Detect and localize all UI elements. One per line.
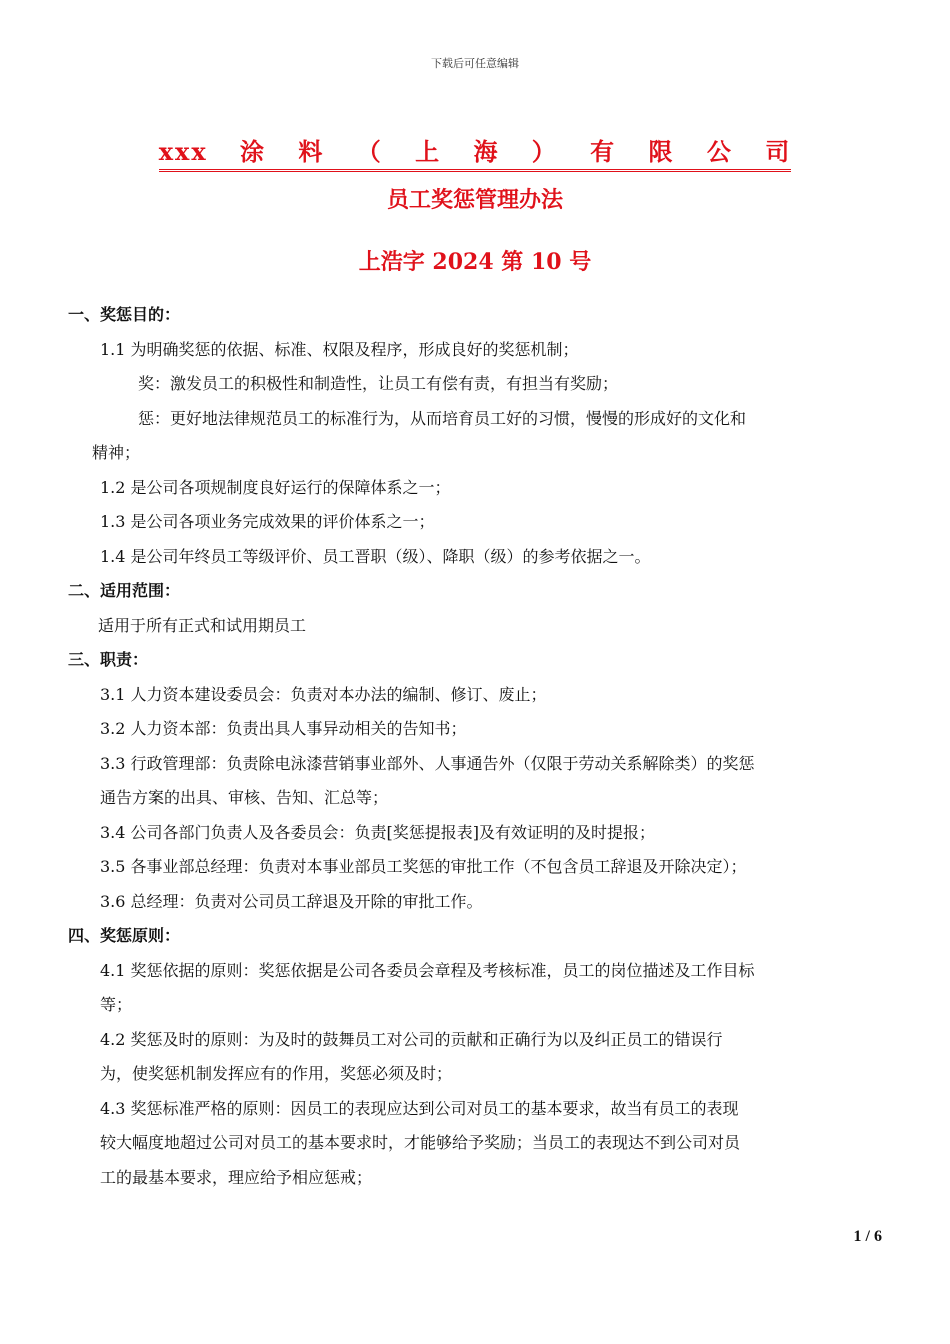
clause-4-1-line1: 4.1 奖惩依据的原则：奖惩依据是公司各委员会章程及考核标准，员工的岗位描述及工作目标 [100,960,755,980]
clause-4-3-line2: 较大幅度地超过公司对员工的基本要求时，才能够给予奖励；当员工的表现达不到公司对员 [100,1133,741,1152]
clause-4-1-line2: 等； [100,995,133,1014]
clause-1-1: 1.1 为明确奖惩的依据、标准、权限及程序，形成良好的奖惩机制； [100,339,579,359]
section-heading-4: 四、奖惩原则： [68,926,181,945]
clause-punish-line1: 惩：更好地法律规范员工的标准行为，从而培育员工好的习惯，慢慢的形成好的文化和 [138,408,747,428]
clause-3-6: 3.6 总经理：负责对公司员工辞退及开除的审批工作。 [100,891,483,911]
section-heading-1: 一、奖惩目的： [68,305,181,324]
clause-4-3-line1: 4.3 奖惩标准严格的原则：因员工的表现应达到公司对员工的基本要求，故当有员工的表现 [100,1098,739,1118]
page-number: 1 / 6 [853,1228,882,1245]
clause-reward: 奖：激发员工的积极性和制造性，让员工有偿有责，有担当有奖励； [138,374,619,393]
scope-text: 适用于所有正式和试用期员工 [98,615,307,635]
clause-4-2-line1: 4.2 奖惩及时的原则：为及时的鼓舞员工对公司的贡献和正确行为以及纠正员工的错误行 [100,1029,723,1049]
company-name-text: xxx 涂 料 （ 上 海 ） 有 限 公 司 [159,132,791,172]
clause-1-2: 1.2 是公司各项规制度良好运行的保障体系之一； [100,477,451,497]
header-note: 下载后可任意编辑 [431,57,519,70]
company-name [0,132,950,172]
clause-3-2: 3.2 人力资本部：负责出具人事异动相关的告知书； [100,719,467,738]
section-heading-2: 二、适用范围： [68,581,181,600]
clause-3-3-line1: 3.3 行政管理部：负责除电泳漆营销事业部外、人事通告外（仅限于劳动关系解除类）的奖惩 [100,753,755,773]
clause-1-4: 1.4 是公司年终员工等级评价、员工晋职（级）、降职（级）的参考依据之一。 [100,546,651,566]
clause-3-4: 3.4 公司各部门负责人及各委员会：负责[奖惩提报表]及有效证明的及时提报； [100,822,656,842]
clause-3-5: 3.5 各事业部总经理：负责对本事业部员工奖惩的审批工作（不包含员工辞退及开除决定）； [100,857,747,876]
clause-3-1: 3.1 人力资本建设委员会：负责对本办法的编制、修订、废止； [100,684,547,704]
document-number: 上浩字 2024 第 10 号 [358,249,592,275]
clause-4-3-line3: 工的最基本要求，理应给予相应惩戒； [100,1167,373,1187]
clause-punish-line2: 精神； [92,443,141,462]
document-body [68,298,884,1195]
document-title: 员工奖惩管理办法 [386,187,563,213]
clause-3-3-line2: 通告方案的出具、审核、告知、汇总等； [100,788,389,807]
clause-1-3: 1.3 是公司各项业务完成效果的评价体系之一； [100,512,435,531]
section-heading-3: 三、职责： [68,650,149,669]
clause-4-2-line2: 为，使奖惩机制发挥应有的作用，奖惩必须及时； [100,1064,453,1083]
